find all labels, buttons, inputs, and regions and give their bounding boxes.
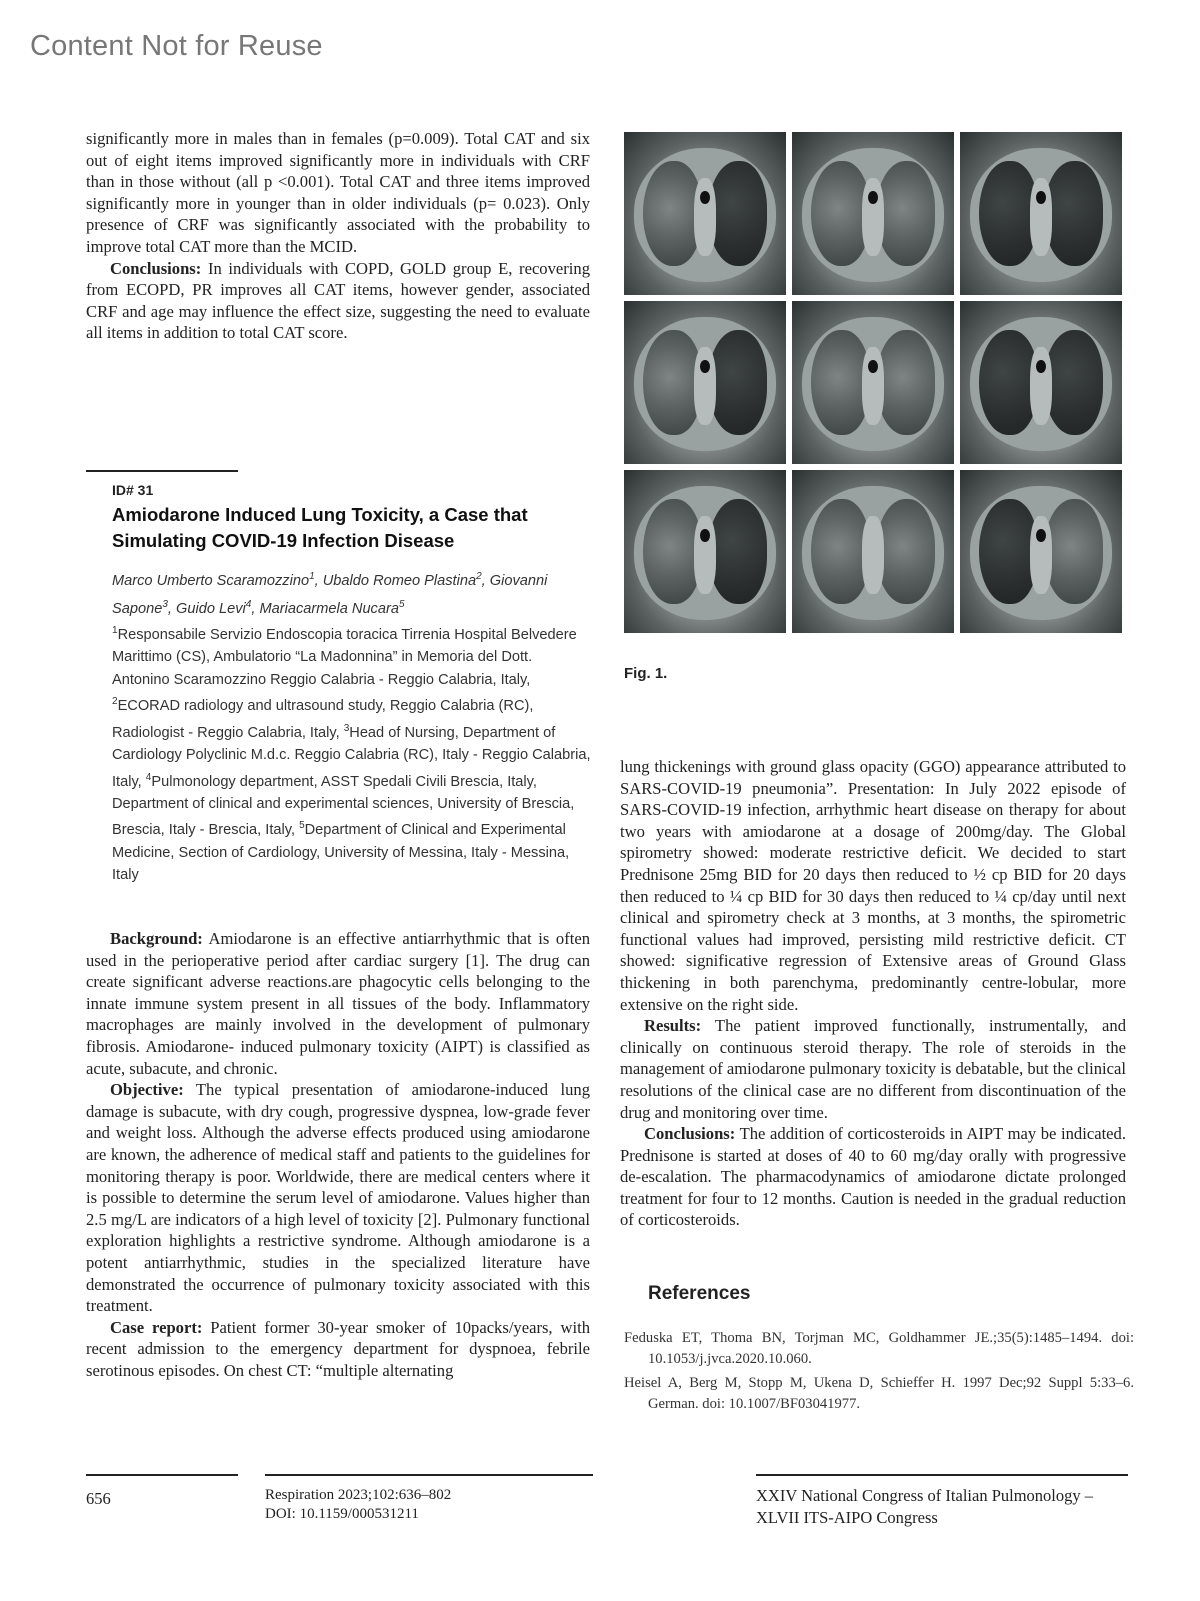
journal-citation [265, 1486, 451, 1524]
author-affiliation-mark: 3 [162, 598, 168, 610]
references-heading: References [648, 1283, 751, 1304]
reference-item: Heisel A, Berg M, Stopp M, Ukena D, Schieffer H. 1997 Dec;92 Suppl 5:33–6. German. doi: 10.1007/BF03041977. [624, 1375, 1134, 1412]
left-body-text [86, 928, 590, 1381]
paragraph-results-continued: significantly more in males than in females (p=0.009). Total CAT and six out of eight items improved significantly more in individuals with CRF than in those without (all p <0.001). Total CAT and three items improved significantly more in younger than in older individuals (p= 0.023). Only presence of CRF was significantly associated with the probability to improve total CAT more than the MCID. [86, 129, 590, 256]
author-affiliation-mark: 4 [245, 598, 252, 610]
affiliation-mark: 4 [145, 771, 152, 783]
affiliation-text: Responsabile Servizio Endoscopia toracica Tirrenia Hospital Belvedere Marittimo (CS), Ambulatorio “La Madonnina” in Memoria del Dott. Antonino Scaramozzino Reggio Calabria - Reggio Calabria, Italy, [112, 626, 577, 688]
watermark: Content Not for Reuse [30, 30, 323, 62]
article-id: ID# 31 [112, 482, 154, 498]
congress-name [756, 1485, 1093, 1529]
congress-line: XXIV National Congress of Italian Pulmonology – [756, 1486, 1093, 1505]
page-number: 656 [86, 1489, 111, 1508]
paragraph-results [620, 1015, 1126, 1123]
footer-rule-right [756, 1474, 1128, 1476]
ct-scan-image [624, 301, 786, 464]
author-affiliation-mark: 1 [309, 571, 315, 582]
conclusions-text: In individuals with COPD, GOLD group E, recovering from ECOPD, PR improves all CAT items, however gender, associated CRF and age may influence the effect size, suggesting the need to evaluate all items in addition to total CAT score. [86, 258, 590, 343]
author-name: Mariacarmela Nucara [259, 600, 399, 617]
section-divider [86, 470, 238, 472]
author-list: Marco Umberto Scaramozzino$^1$, Ubaldo Romeo Plastina$^2$, Giovanni Sapone$^3$, Guido Levi$^4$, Mariacarmela Nucara$^5$ [112, 571, 548, 617]
affiliation-mark: 3 [343, 722, 350, 734]
author-name: Giovanni Sapone [112, 572, 548, 617]
affiliation-text: Head of Nursing, Department of Cardiology Polyclinic M.d.c. Reggio Calabria (RC), Italy - Reggio Calabria, Italy, [112, 724, 591, 790]
author-affiliation-mark: 2 [476, 571, 482, 582]
affiliation-mark: 2 [112, 696, 118, 708]
journal-line: Respiration 2023;102:636–802 [265, 1487, 452, 1503]
objective-label: Objective: [110, 1080, 184, 1100]
case-report-label: Case report: [110, 1317, 203, 1337]
footer-rule-left [86, 1474, 238, 1476]
paragraph-conclusions-prev [86, 258, 590, 344]
doi-line: DOI: 10.1159/000531211 [265, 1506, 419, 1522]
affiliations [112, 620, 592, 887]
paragraph-conclusions [620, 1123, 1126, 1231]
results-text: The patient improved functionally, instrumentally, and clinically on continuous steroid therapy. The role of steroids in the management of amiodarone pulmonary toxicity is debatable, but the clinical resolutions of the clinical case are no different from discontinuation of the drug and monitoring over time. [620, 1016, 1126, 1122]
ct-scan-image [792, 301, 954, 464]
paragraph-case-report [86, 1317, 590, 1382]
figure-caption: Fig. 1. [624, 665, 668, 682]
conclusions-text: The addition of corticosteroids in AIPT may be indicated. Prednisone is started at doses of 40 to 60 mg/day orally with progressive de-escalation. The pharmacodynamics of amiodarone dictate prolonged treatment for four to 12 months. Caution is needed in the gradual reduction of corticosteroids. [620, 1124, 1126, 1230]
affiliation-mark: 5 [299, 820, 305, 832]
affiliation-text: ECORAD radiology and ultrasound study, Reggio Calabria (RC), Radiologist - Reggio Calabria, Italy, [112, 698, 534, 741]
background-text: Amiodarone is an effective antiarrhythmic that is often used in the perioperative period after cardiac surgery [1]. The drug can create significant adverse reactions.are phagocytic cells belonging to the innate immune system present in all tissues of the body. Inflammatory macrophages are mainly involved in the development of pulmonary fibrosis. Amiodarone- induced pulmonary toxicity (AIPT) is classified as acute, subacute, and chronic. [86, 929, 590, 1078]
paragraph-objective [86, 1079, 590, 1317]
author-name: Ubaldo Romeo Plastina [322, 572, 477, 589]
author-affiliation-mark: 5 [398, 598, 405, 610]
ct-scan-image [792, 132, 954, 295]
article-title: Amiodarone Induced Lung Toxicity, a Case that Simulating COVID-19 Infection Disease [112, 504, 528, 551]
objective-text: The typical presentation of amiodarone-induced lung damage is subacute, with dry cough, progressive dyspnea, low-grade fever and weight loss. Although the adverse effects produced using amiodarone are known, the adherence of medical staff and patients to the guidelines for monitoring therapy is poor. Worldwide, there are medical centers where it is possible to determine the serum level of amiodarone. Values higher than 2.5 mg/L are indicators of a high level of toxicity [2]. Pulmonary functional exploration highlights a restrictive syndrome. Although amiodarone is a potent antiarrhythmic, studies in the specialized literature have demonstrated the occurrence of pulmonary toxicity associated with this treatment. [86, 1080, 590, 1316]
ct-scan-image [624, 132, 786, 295]
ct-scan-image [960, 132, 1122, 295]
paragraph-background [86, 928, 590, 1079]
left-top-text [86, 128, 590, 344]
author-name: Guido Levi [176, 600, 246, 617]
congress-line: XLVII ITS-AIPO Congress [756, 1508, 938, 1527]
ct-scan-image [960, 470, 1122, 633]
footer-rule-middle [265, 1474, 593, 1476]
affiliation-text: Pulmonology department, ASST Spedali Civili Brescia, Italy, Department of clinical and experimental sciences, University of Brescia, Brescia, Italy - Brescia, Italy, [112, 773, 575, 839]
case-report-text: Patient former 30-year smoker of 10packs/years, with recent admission to the emergency department for dyspnoea, febrile serotinous episodes. On chest CT: “multiple alternating [86, 1317, 590, 1380]
reference-list [624, 1328, 1134, 1418]
affiliation-mark: 1 [112, 625, 118, 636]
ct-scan-image [624, 470, 786, 633]
results-label: Results: [644, 1016, 702, 1036]
paragraph-case-report-continued: lung thickenings with ground glass opacity (GGO) appearance attributed to SARS-COVID-19 pneumonia”. Presentation: In July 2022 episode of SARS-COVID-19 infection, arrhythmic heart disease on therapy for about two years with amiodarone at a dosage of 200mg/day. The Global spirometry showed: moderate restrictive deficit. We decided to start Prednisone 25mg BID for 20 days then reduced to ½ cp BID for 20 days then reduced to ¼ cp BID for 30 days then reduced to ¼ cp/day until next clinical and spirometry check at 3 months, at 3 months, the spirometric functional values had improved, persisting mild restrictive deficit. CT showed: significative regression of Extensive areas of Ground Glass thickening in both parenchyma, predominantly centre-lobular, more extensive on the right side. [620, 757, 1126, 1014]
reference-item: Feduska ET, Thoma BN, Torjman MC, Goldhammer JE.;35(5):1485–1494. doi: 10.1053/j.jvca.2020.10.060. [624, 1330, 1134, 1367]
conclusions-label: Conclusions: [644, 1124, 736, 1144]
ct-scan-image [960, 301, 1122, 464]
background-label: Background: [110, 929, 203, 948]
ct-scan-image [792, 470, 954, 633]
affiliation-text: Department of Clinical and Experimental Medicine, Section of Cardiology, University of Messina, Italy - Messina, Italy [112, 822, 570, 884]
ct-image-grid [624, 132, 1122, 633]
author-name: Marco Umberto Scaramozzino [112, 572, 310, 589]
conclusions-label: Conclusions: [110, 258, 202, 278]
right-body-text [620, 756, 1126, 1231]
